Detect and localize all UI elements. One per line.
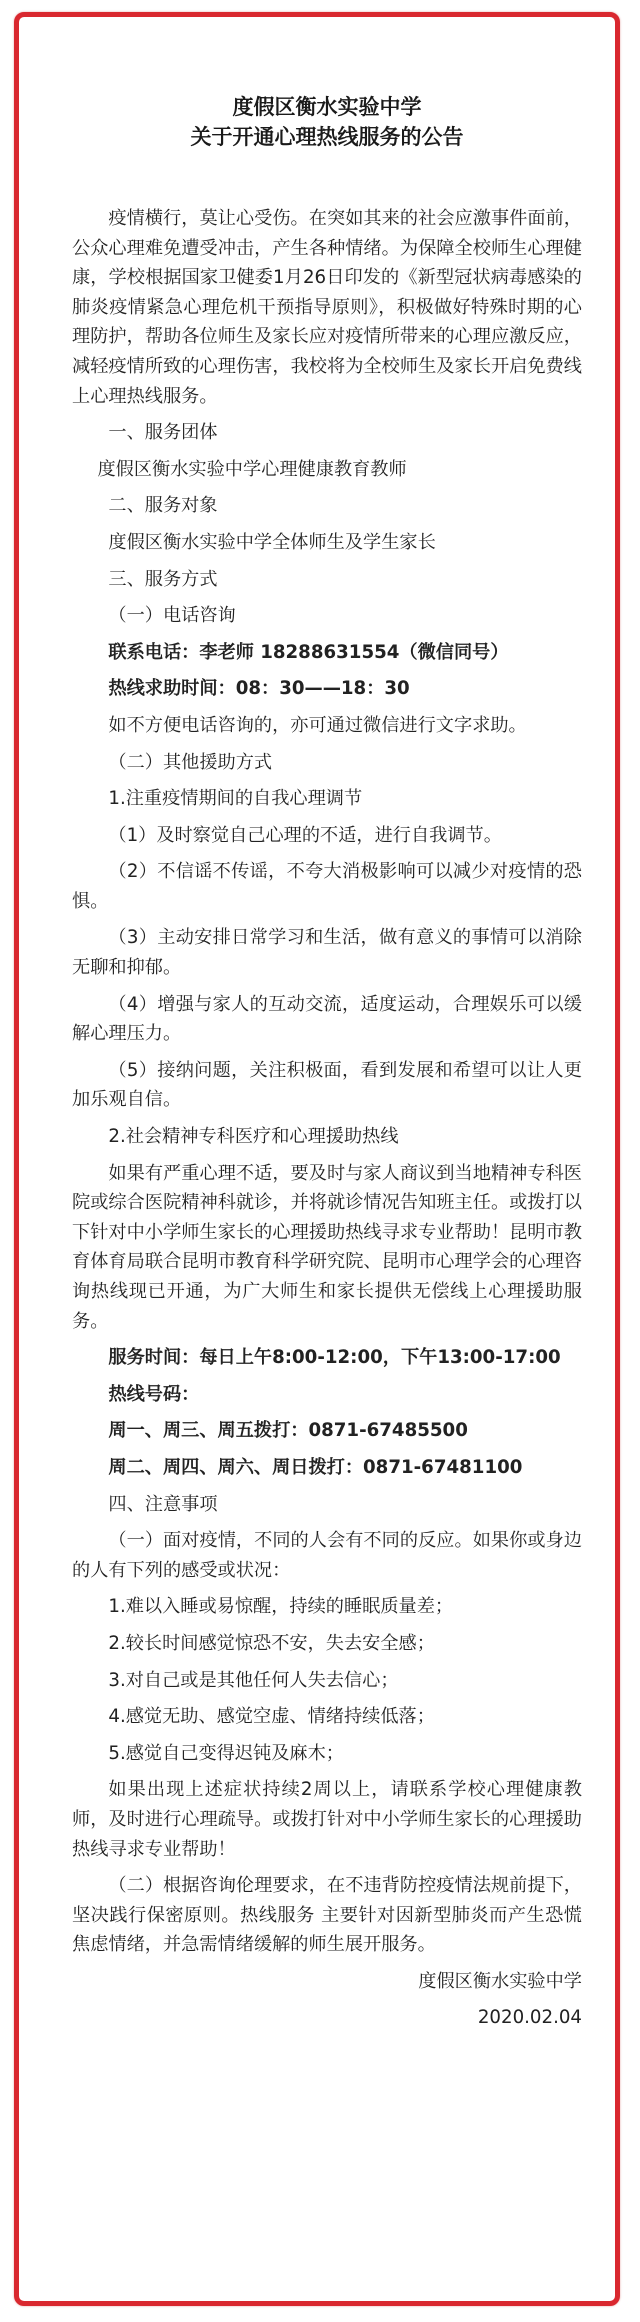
hotline-label: 热线号码： xyxy=(108,1383,200,1405)
tip-4: （4）增强与家人的互动交流，适度运动，合理娱乐可以缓解心理压力。 xyxy=(72,993,582,1045)
item-2-text: 如果有严重心理不适，要及时与家人商议到当地精神专科医院或综合医院精神科就诊，并将就诊情况告知班主任。或拨打以下针对中小学师生家长的心理援助热线寻求专业帮助！昆明市教育体育局联合昆明市教育科学研究院、昆明市心理学会的心理咨询热线现已开通，为广大师生和家长提供无偿线上心理援助服务。 xyxy=(72,1162,582,1332)
item-2-heading: 2.社会精神专科医疗和心理援助热线 xyxy=(108,1126,399,1148)
tip-1: （1）及时察觉自己心理的不适，进行自我调节。 xyxy=(108,824,502,846)
symptom-1: 1.难以入睡或易惊醒，持续的睡眠质量差； xyxy=(108,1596,454,1618)
section-4-heading: 四、注意事项 xyxy=(108,1493,218,1515)
hotline-number-2: 周二、周四、周六、周日拨打：0871-67481100 xyxy=(108,1456,523,1478)
section-4-sub-1: （一）面对疫情，不同的人会有不同的反应。如果你或身边的人有下列的感受或状况： xyxy=(72,1530,582,1581)
section-3-sub-2: （二）其他援助方式 xyxy=(108,751,273,773)
tip-3: （3）主动安排日常学习和生活，做有意义的事情可以消除无聊和抑郁。 xyxy=(72,927,582,979)
announcement-body xyxy=(72,92,582,2033)
intro-paragraph: 疫情横行，莫让心受伤。在突如其来的社会应激事件面前，公众心理难免遭受冲击，产生各种情绪。为保障全校师生心理健康，学校根据国家卫健委1月26日印发的《新型冠状病毒感染的肺炎疫情紧急心理危机干预指导原则》，积极做好特殊时期的心理防护，帮助各位师生及家长应对疫情所带来的心理应激反应，减轻疫情所致的心理伤害，我校将为全校师生及家长开启免费线上心理热线服务。 xyxy=(72,208,582,407)
service-hours: 服务时间：每日上午8:00-12:00，下午13:00-17:00 xyxy=(108,1347,561,1369)
hotline-hours: 热线求助时间：08：30——18：30 xyxy=(108,678,410,700)
page-title xyxy=(72,92,582,152)
date: 2020.02.04 xyxy=(477,2007,582,2029)
tip-2: （2）不信谣不传谣，不夸大消极影响可以减少对疫情的恐惧。 xyxy=(72,861,582,912)
item-1-heading: 1.注重疫情期间的自我心理调节 xyxy=(108,788,363,810)
symptom-3: 3.对自己或是其他任何人失去信心； xyxy=(108,1669,399,1691)
tip-5: （5）接纳问题，关注积极面，看到发展和希望可以让人更加乐观自信。 xyxy=(72,1059,582,1111)
section-4-followup: 如果出现上述症状持续2周以上，请联系学校心理健康教师，及时进行心理疏导。或拨打针对中小学师生家长的心理援助热线寻求专业帮助！ xyxy=(72,1779,582,1860)
section-2-text: 度假区衡水实验中学全体师生及学生家长 xyxy=(108,531,436,553)
contact-phone: 联系电话：李老师 18288631554（微信同号） xyxy=(108,641,509,663)
section-3-sub-1: （一）电话咨询 xyxy=(108,605,236,627)
section-3-heading: 三、服务方式 xyxy=(108,568,218,590)
title-line-1: 度假区衡水实验中学 xyxy=(232,95,422,119)
symptom-4: 4.感觉无助、感觉空虚、情绪持续低落； xyxy=(108,1706,435,1728)
signature: 度假区衡水实验中学 xyxy=(418,1970,582,1992)
section-1-text: 度假区衡水实验中学心理健康教育教师 xyxy=(97,458,407,480)
title-line-2: 关于开通心理热线服务的公告 xyxy=(190,125,464,149)
symptom-5: 5.感觉自己变得迟钝及麻木； xyxy=(108,1742,344,1764)
section-4-sub-2: （二）根据咨询伦理要求，在不违背防控疫情法规前提下，坚决践行保密原则。热线服务 主要针对因新型肺炎而产生恐慌焦虑情绪，并急需情绪缓解的师生展开服务。 xyxy=(72,1875,582,1956)
symptom-2: 2.较长时间感觉惊恐不安，失去安全感； xyxy=(108,1632,435,1654)
section-1-heading: 一、服务团体 xyxy=(108,422,218,444)
hotline-number-1: 周一、周三、周五拨打：0871-67485500 xyxy=(108,1420,468,1442)
section-2-heading: 二、服务对象 xyxy=(108,495,218,517)
wechat-note: 如不方便电话咨询的，亦可通过微信进行文字求助。 xyxy=(108,714,527,736)
